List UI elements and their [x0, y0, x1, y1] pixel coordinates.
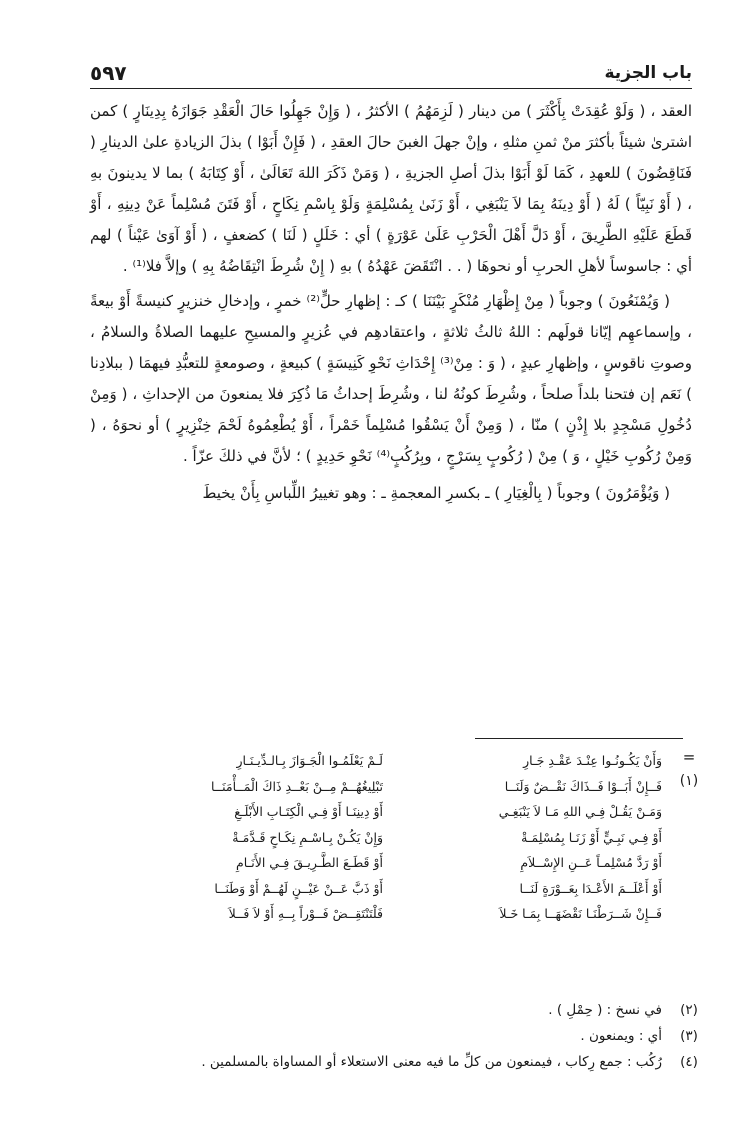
- verse-hemistich: أَوْ فِـي نَبِـيٍّ أَوْ زَنَـا بِمُسْلِمَـةْ: [521, 829, 662, 845]
- footnote-number: (٤): [680, 1054, 698, 1070]
- footnote-text: أي : ويمنعون .: [580, 1028, 662, 1044]
- verse-hemistich: أَوْ قَطَـعَ الطَّـرِيـقَ فِـي الأَنَـامِ: [236, 855, 383, 870]
- footnote-separator: [475, 738, 683, 739]
- verse-hemistich: فَلْتَنْتَقِــضْ فَــوْراً بِــهِ أَوْ لاَ فَــلاَ: [228, 906, 383, 921]
- paragraph-3: ( وَيُؤْمَرُونَ ) وجوباً ( بِالْغِيَارِ ) ـ بكسرِ المعجمةِ ـ : وهو تغييرُ اللِّباسِ بِأَنْ يخيطَ: [202, 484, 670, 502]
- verse-hemistich: أَوْ دِينِنَـا أَوْ فِـي الْكِتَـابِ الأَبْلَـغِ: [234, 804, 383, 819]
- footnote-3: [90, 1024, 707, 1048]
- main-text: [90, 96, 692, 513]
- verse-hemistich: وَأَنْ يَكُـونُـوا عِنْـدَ عَقْـدِ جَـارِ: [523, 753, 662, 768]
- verse-hemistich: تَبْلِيغُهُــمْ مِــنْ بَعْــدِ ذَاكَ الْمَــأْمَنَــا: [210, 778, 383, 794]
- verse-lines: [130, 748, 662, 927]
- paragraph-2: ( وَيُمْنَعُونَ ) وجوباً ( مِنْ إِظْهَارِ مُنْكَرٍ بَيْنَنَا ) كـ : إظهارِ حلٍّ⁽²⁾ خمرٍ ، وإدخالِ خنزيرٍ كنيسةً أَوْ بيعةً ، وإسماعهِم إيّانا قولَهم : اللهُ ثالثُ ثلاثةٍ ، واعتقادهِم في عُزيرٍ والمسيحِ عليهما الصلاةُ والسلامُ ، وصوتِ ناقوسٍ ، وإظهارِ عيدٍ ، ( وَ : مِنْ⁽³⁾ إِحْدَاثِ نَحْوِ كَنِيسَةٍ ) كبيعةٍ ، وصومعةٍ للتعبُّدِ فيهمَا ( ببلادِنا ) نَعَم إن فتحنا بلداً صلحاً ، وشُرِطَ كونُهُ لنا ، وشُرِطَ إحداثُ مَا ذُكِرَ فلا يمنعونَ من الإحداثِ ، ( وَمِنْ دُخُولِ مَسْجِدٍ بلا إِذْنٍ ) منّا ، ( وَمِنْ أَنْ يَسْقُوا مُسْلِماً خَمْراً ، أَوْ يُطْعِمُوهُ لَحْمَ خِنْزِيرٍ ) أو نحوَهُ ، ( وَمِنْ رُكُوبِ خَيْلٍ ، وَ ) مِنْ ( رُكُوبٍ بِسَرْجٍ ، وبِرُكُبٍ⁽⁴⁾ نَحْوِ حَدِيدٍ ) ؛ لأنَّ في ذلكَ عزّاً .: [90, 292, 692, 465]
- footnote-1-verse: [90, 748, 707, 998]
- paragraph-1: العقد ، ( وَلَوْ عُقِدَتْ بِأَكْثَرَ ) من دينار ( لَزِمَهُمُ ) الأكثرُ ، ( وَإِنْ جَهِلُوا حَالَ الْعَقْدِ جَوَازَهُ بِدِينَارٍ ) كمن اشترىٰ شيئاً بأكثرَ منْ ثمنِ مثلهِ ، وإنْ جهلَ الغبنَ حالَ العقدِ ، ( فَإِنْ أَبَوْا ) بذلَ الزيادةِ علىٰ الدينارِ ( فَنَاقِضُونَ ) للعهدِ ، كَمَا لَوْ أَبَوْا بذلَ أصلِ الجزيةِ ، ( وَمَنْ ذَكَرَ اللهَ تَعَالَىٰ ، أَوْ كِتَابَهُ ) بما لا يدينونَ بهِ ، ( أَوْ نَبِيّاً ) لَهُ ( أَوْ دِينَهُ بِمَا لاَ يَنْبَغِي ، أَوْ زَنَىٰ بِمُسْلِمَةٍ وَلَوْ بِاسْمِ نِكَاحٍ ، أَوْ فَتَنَ مُسْلِماً عَنْ دِينِهِ ، أَوْ قَطَعَ عَلَيْهِ الطَّرِيقَ ، أَوْ دَلَّ أَهْلَ الْحَرْبِ عَلَىٰ عَوْرَةٍ ) أي : خَلَلٍ ( لَنَا ) كضعفٍ ، ( أَوْ آوَىٰ عَيْناً ) لهم أي : جاسوساً لأهلِ الحربِ أو نحوهَا ( . . انْتَقَضَ عَهْدُهُ ) بهِ ( إِنْ شُرِطَ انْتِقَاضُهُ بِهِ ) وإلاَّ فلا⁽¹⁾ .: [90, 102, 692, 275]
- running-head: باب الجزية: [604, 63, 692, 83]
- verse-hemistich: فَــإِنْ شَــرَطْنَـا نَقْضَهَــا بِمَـا خَـلاَ: [499, 906, 662, 921]
- verse-hemistich: لَـمْ يَعْلَمُـوا الْجَـوَازَ بِـالـدِّيـنَـارِ: [236, 753, 383, 768]
- footnote-number: (٢): [680, 1002, 698, 1018]
- footnote-text: في نسخ : ( حِمْلِ ) .: [548, 1002, 662, 1018]
- footnotes: [90, 748, 707, 1076]
- footnote-number: (٣): [680, 1028, 698, 1044]
- verse-hemistich: أَوْ أَعْلَــمَ الأَعْـدَا بِعَــوْرَةٍ لَنَــا: [519, 880, 662, 896]
- verse-hemistich: فَــإِنْ أَبَــوْا فَــذَاكَ نَقْــضٌ وَلَنَــا: [504, 778, 662, 794]
- footnote-2: [90, 998, 707, 1022]
- page-number: ٥٩٧: [90, 61, 127, 85]
- verse-hemistich: وَإِنْ يَكُـنْ بِـاسْـمِ نِكَـاحٍ قَـدَّمَـةْ: [232, 829, 383, 845]
- continuation-marker: =: [682, 748, 696, 766]
- footnote-4: [90, 1050, 707, 1074]
- verse-hemistich: وَمَـنْ يَقُـلْ فِـي اللهِ مَـا لاَ يَنْبَغِـي: [498, 804, 662, 819]
- footnote-text: رُكُب : جمع رِكاب ، فيمنعون من كلِّ ما فيه معنى الاستعلاء أو المساواة بالمسلمين .: [201, 1054, 662, 1070]
- verse-hemistich: أَوْ ذَبَّ عَــنْ عَيْــنٍ لَهُــمْ أَوْ وَطَنَــا: [214, 880, 383, 896]
- footnote-number: (١): [679, 773, 699, 789]
- page-header: [90, 58, 692, 89]
- verse-hemistich: أَوْ رَدَّ مُسْلِمـاً عَــنِ الإِسْــلاَمِ: [520, 855, 662, 870]
